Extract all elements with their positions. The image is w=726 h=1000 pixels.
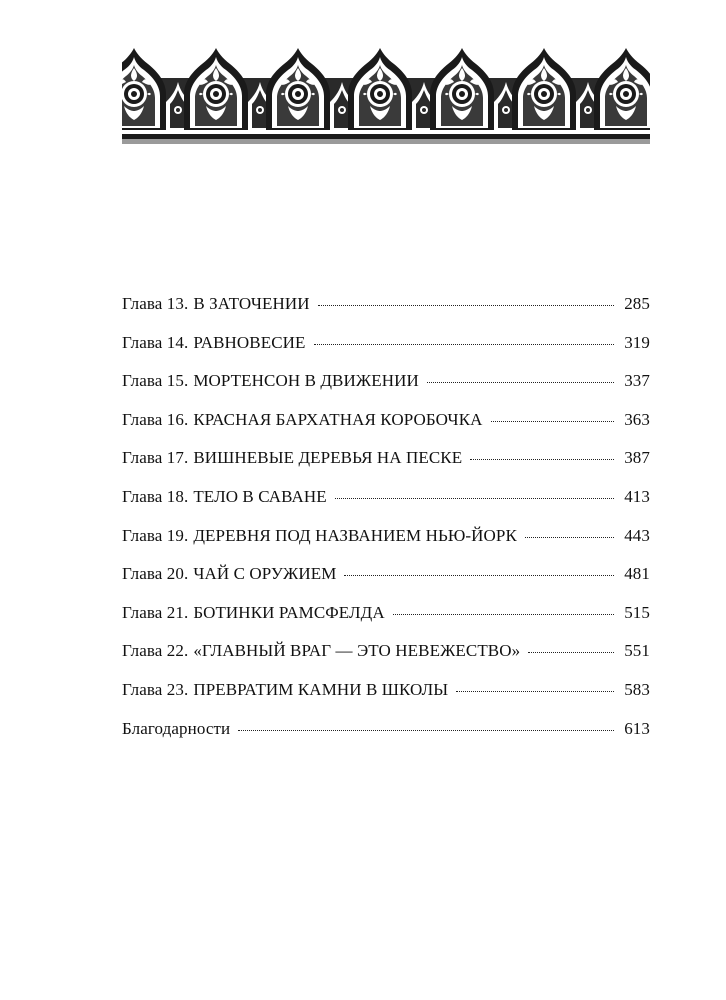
toc-entry[interactable] [122,487,650,526]
toc-page-number: 551 [624,641,650,661]
toc-entry-title [122,333,306,353]
toc-entry[interactable] [122,641,650,680]
toc-page-number: 515 [624,602,650,622]
toc-page-number: 285 [624,294,650,313]
toc-chapter-title: «ГЛАВНЫЙ ВРАГ — ЭТО НЕВЕЖЕСТВО» [193,641,521,661]
toc-dot-leader [427,382,614,383]
toc-dot-leader [525,537,614,538]
table-of-contents [122,294,650,757]
toc-page-number: 413 [624,486,650,506]
toc-chapter-title: ВИШНЕВЫЕ ДЕРЕВЬЯ НА ПЕСКЕ [193,448,463,468]
toc-page-number: 481 [624,564,650,584]
toc-chapter-title: БОТИНКИ РАМСФЕЛДА [193,602,385,622]
toc-chapter-title: В ЗАТОЧЕНИИ [193,294,310,313]
toc-entry[interactable] [122,603,650,642]
toc-entry-title [122,448,462,468]
toc-page-number: 387 [624,448,650,468]
toc-dot-leader [491,421,614,422]
toc-dot-leader [393,614,614,615]
toc-entry-title [122,719,230,739]
toc-entry[interactable] [122,410,650,449]
toc-dot-leader [335,498,614,499]
toc-entry-title [122,603,385,623]
toc-entry[interactable] [122,371,650,410]
toc-dot-leader [456,691,614,692]
toc-dot-leader [318,305,614,306]
toc-entry[interactable] [122,294,650,333]
toc-page-number: 583 [624,679,650,699]
toc-chapter-title: ДЕРЕВНЯ ПОД НАЗВАНИЕМ НЬЮ-ЙОРК [193,525,517,545]
toc-entry[interactable] [122,564,650,603]
toc-entry-acknowledgements[interactable] [122,719,650,758]
toc-page-number: 319 [624,332,650,352]
toc-entry[interactable] [122,333,650,372]
toc-chapter-number: Глава 22. [122,641,189,661]
toc-dot-leader [470,459,614,460]
toc-chapter-number: Глава 18. [122,486,189,506]
toc-entry-title [122,564,336,584]
toc-dot-leader [344,575,614,576]
toc-chapter-number: Глава 14. [122,332,189,352]
toc-entry-title [122,487,327,507]
floral-border-icon [122,48,650,144]
toc-chapter-title: Благодарности [122,718,231,738]
toc-page-number: 613 [624,718,650,738]
toc-chapter-number: Глава 23. [122,679,189,699]
toc-chapter-number: Глава 16. [122,409,189,429]
toc-entry[interactable] [122,680,650,719]
toc-chapter-title: ПРЕВРАТИМ КАМНИ В ШКОЛЫ [193,679,449,699]
toc-chapter-number: Глава 13. [122,294,189,313]
toc-entry-title [122,371,419,391]
toc-entry[interactable] [122,448,650,487]
toc-page-number: 337 [624,371,650,391]
toc-entry-title [122,410,483,430]
toc-entry[interactable] [122,526,650,565]
toc-page-number: 363 [624,409,650,429]
toc-chapter-number: Глава 19. [122,525,189,545]
toc-dot-leader [314,344,614,345]
toc-dot-leader [528,652,614,653]
toc-chapter-number: Глава 17. [122,448,189,468]
toc-chapter-title: ЧАЙ С ОРУЖИЕМ [193,564,337,584]
toc-chapter-title: КРАСНАЯ БАРХАТНАЯ КОРОБОЧКА [193,409,483,429]
toc-entry-title [122,526,517,546]
toc-chapter-title: ТЕЛО В САВАНЕ [193,486,327,506]
toc-chapter-number: Глава 21. [122,602,189,622]
toc-chapter-title: РАВНОВЕСИЕ [193,332,306,352]
toc-chapter-number: Глава 15. [122,371,189,391]
toc-chapter-number: Глава 20. [122,564,189,584]
toc-chapter-title: МОРТЕНСОН В ДВИЖЕНИИ [193,371,419,391]
toc-entry-title [122,680,448,700]
toc-page-number: 443 [624,525,650,545]
toc-entry-title [122,294,310,314]
toc-entry-title [122,641,520,661]
toc-dot-leader [238,730,614,731]
